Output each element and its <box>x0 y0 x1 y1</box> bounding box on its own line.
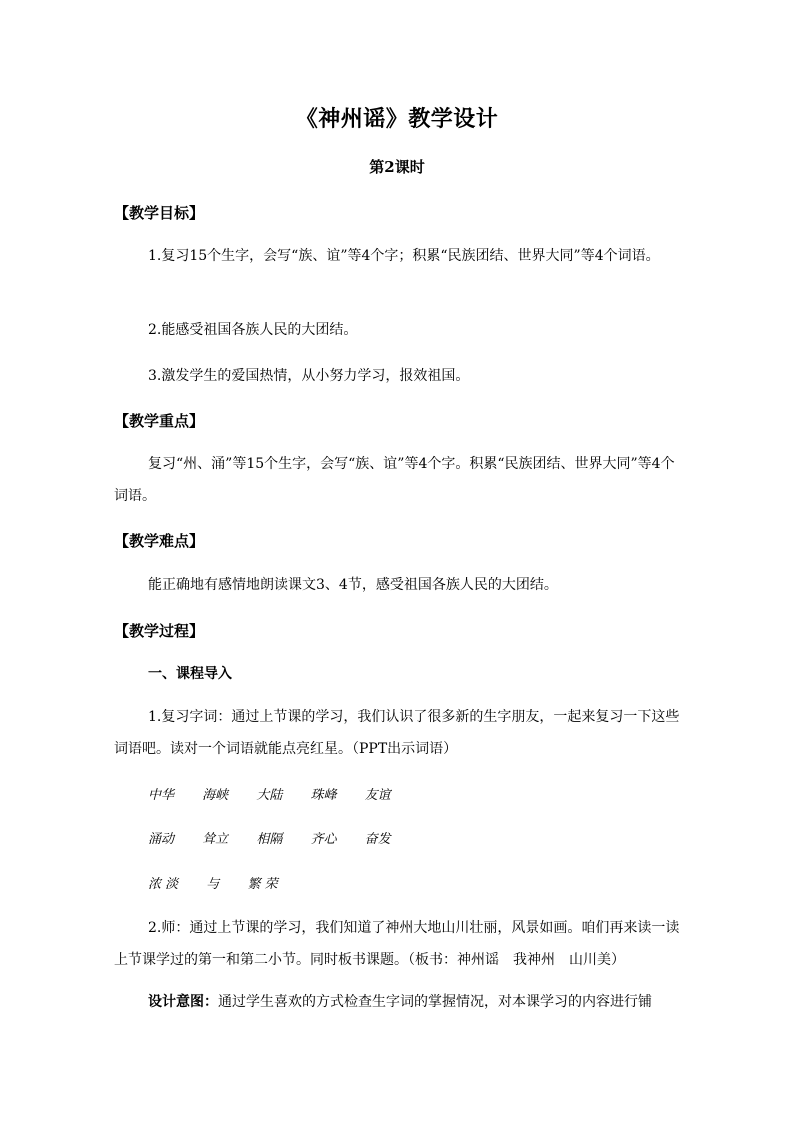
goal-1-paragraph: 1.复习15个生字，会写“族、谊”等4个字；积累“民族团结、世界大同”等4个词语。 <box>148 248 660 264</box>
word-item: 友谊 <box>364 788 391 803</box>
word-item: 浓 淡 <box>148 877 179 892</box>
step1-heading: 一、课程导入 <box>148 666 232 682</box>
word-list-row-2 <box>148 829 415 851</box>
word-item: 齐心 <box>310 832 337 847</box>
word-list-row-1 <box>148 785 415 807</box>
document-subtitle: 第2课时 <box>369 158 425 176</box>
design-intent-paragraph <box>114 986 680 1018</box>
word-item: 繁 荣 <box>247 877 278 892</box>
word-item: 海峡 <box>202 788 229 803</box>
goal-2-paragraph: 2.能感受祖国各族人民的大团结。 <box>148 322 358 338</box>
word-item: 中华 <box>148 788 175 803</box>
difficult-paragraph: 能正确地有感情地朗读课文3、4节，感受祖国各族人民的大团结。 <box>148 577 558 593</box>
word-item: 耸立 <box>202 832 229 847</box>
step1-paragraph-2: 2.师：通过上节课的学习，我们知道了神州大地山川壮丽，风景如画。咱们再来读一读上节课学过的第一和第二小节。同时板书课题。（板书：神州谣 我神州 山川美） <box>114 920 680 968</box>
goal-3-paragraph: 3.激发学生的爱国热情，从小努力学习，报效祖国。 <box>148 368 470 384</box>
word-item: 奋发 <box>364 832 391 847</box>
word-item: 珠峰 <box>310 788 337 803</box>
word-item: 涌动 <box>148 832 175 847</box>
word-item: 与 <box>206 877 220 892</box>
key-heading: 【教学重点】 <box>114 412 205 430</box>
document-title: 《神州谣》教学设计 <box>295 106 499 132</box>
design-intent-text: 通过学生喜欢的方式检查生字词的掌握情况，对本课学习的内容进行铺 <box>218 994 652 1010</box>
process-heading: 【教学过程】 <box>114 622 205 640</box>
design-intent-label: 设计意图： <box>148 994 218 1010</box>
goals-heading: 【教学目标】 <box>114 204 205 222</box>
word-list-row-3 <box>148 874 302 896</box>
key-paragraph: 复习“州、涌”等15个生字，会写“族、谊”等4个字。积累“民族团结、世界大同”等4个词语。 <box>114 456 675 504</box>
step1-paragraph-1: 1.复习字词：通过上节课的学习，我们认识了很多新的生字朋友，一起来复习一下这些词语吧。读对一个词语就能点亮红星。（PPT出示词语） <box>114 709 680 757</box>
word-item: 相隔 <box>256 832 283 847</box>
difficult-heading: 【教学难点】 <box>114 532 205 550</box>
word-item: 大陆 <box>256 788 283 803</box>
